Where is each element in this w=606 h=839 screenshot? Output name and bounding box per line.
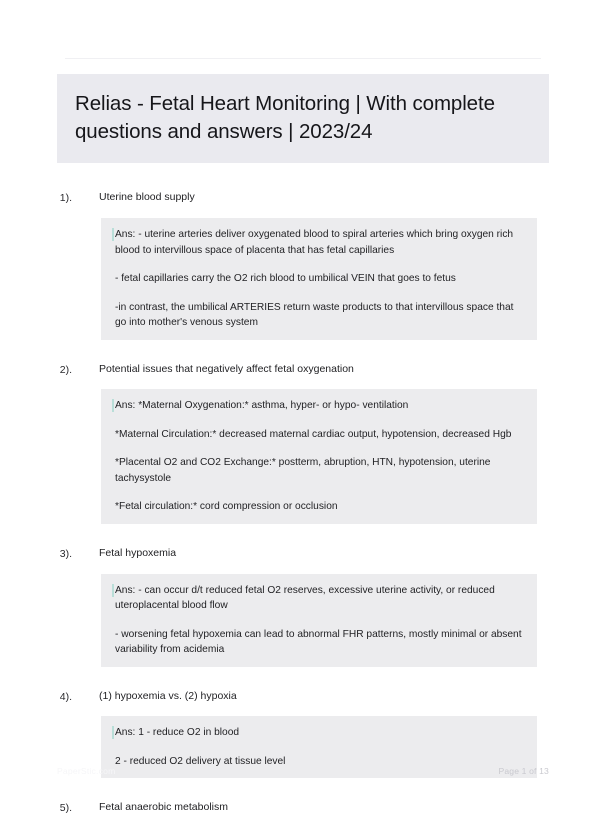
document-content [0,74,606,839]
question-text: Uterine blood supply [99,191,195,204]
page-footer [57,766,549,776]
question-row [0,362,606,379]
question-row [0,800,606,817]
question-number: 5). [59,802,72,815]
answer-paragraph: *Maternal Circulation:* decreased maternal cardiac output, hypotension, decreased Hgb [115,428,512,440]
qa-item [0,689,606,801]
item-spacer [0,817,606,839]
question-number: 3). [59,547,72,560]
page-number-label: Page 1 of 13 [498,766,549,776]
question-number: 1). [59,192,72,205]
answer-block [101,574,537,667]
answer-paragraph: - worsening fetal hypoxemia can lead to abnormal FHR patterns, mostly minimal or absent variability from acidemia [115,628,522,656]
item-spacer [0,778,606,800]
answer-paragraph: Ans: - uterine arteries deliver oxygenated blood to spiral arteries which bring oxygen rich blood to intervillous space of placenta that has fetal capillaries [101,227,537,258]
answer-paragraph: Ans: - can occur d/t reduced fetal O2 reserves, excessive uterine activity, or reduced uteroplacental blood flow [101,583,537,614]
document-title-block [57,74,549,163]
answer-paragraph: Ans: 1 - reduce O2 in blood [101,725,537,741]
qa-item [0,800,606,839]
qa-item [0,546,606,689]
answer-block [101,389,537,524]
question-answer-list [0,190,606,839]
item-spacer [0,667,606,689]
item-spacer [0,524,606,546]
question-text: Fetal anaerobic metabolism [99,801,228,814]
question-row [0,190,606,207]
answer-paragraph: *Fetal circulation:* cord compression or occlusion [115,501,338,513]
question-row [0,546,606,563]
header-rule [65,58,541,59]
question-text: Potential issues that negatively affect fetal oxygenation [99,362,354,375]
answer-paragraph: *Placental O2 and CO2 Exchange:* postterm, abruption, HTN, hypotension, uterine tachysystole [115,457,491,484]
question-number: 2). [59,363,72,376]
watermark-label: PaperStic.com [57,766,116,776]
answer-paragraph: 2 - reduced O2 delivery at tissue level [115,755,286,767]
item-spacer [0,340,606,362]
question-row [0,689,606,706]
qa-item [0,190,606,361]
answer-paragraph: -in contrast, the umbilical ARTERIES return waste products to that intervillous space that go into mother's venous system [115,301,514,329]
question-number: 4). [59,690,72,703]
answer-block [101,218,537,340]
page-title: Relias - Fetal Heart Monitoring | With complete questions and answers | 2023/24 [75,92,495,143]
answer-paragraph: Ans: *Maternal Oxygenation:* asthma, hyper- or hypo- ventilation [101,398,537,414]
question-text: (1) hypoxemia vs. (2) hypoxia [99,689,237,702]
question-text: Fetal hypoxemia [99,546,177,559]
qa-item [0,362,606,546]
answer-paragraph: - fetal capillaries carry the O2 rich blood to umbilical VEIN that goes to fetus [115,273,456,285]
